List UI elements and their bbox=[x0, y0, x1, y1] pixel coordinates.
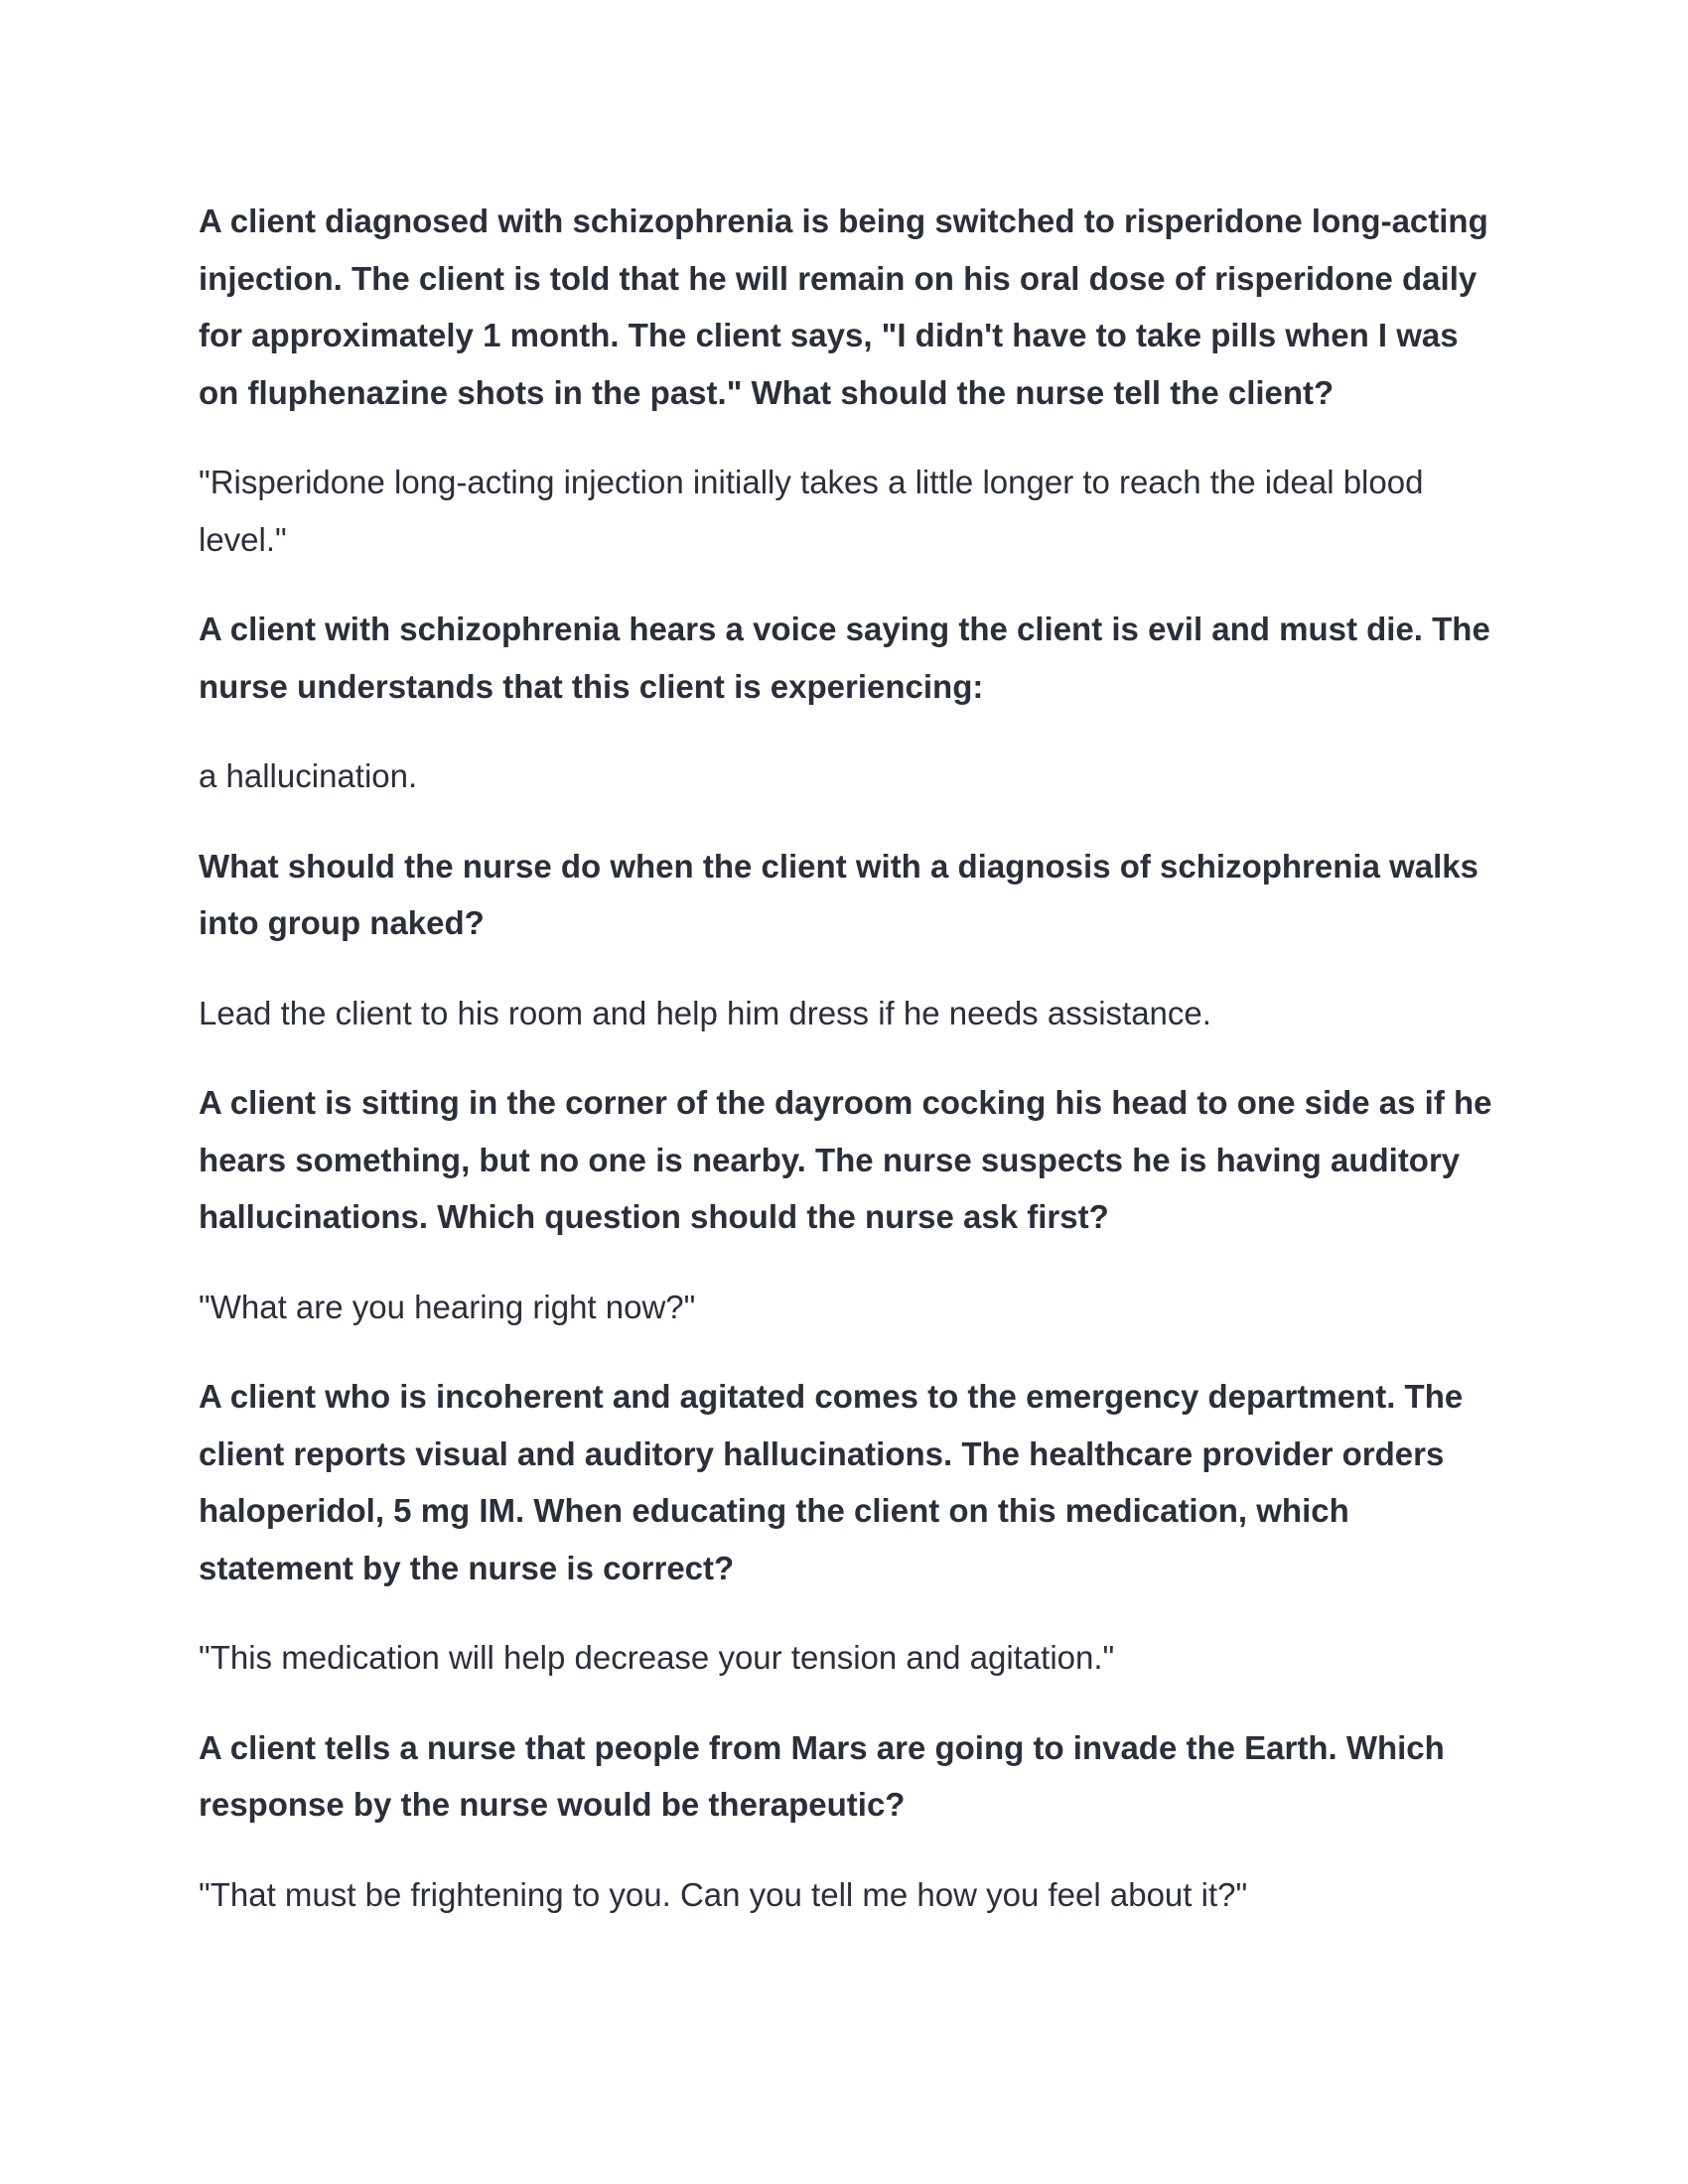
qa-item bbox=[199, 1368, 1499, 1687]
qa-item bbox=[199, 601, 1499, 805]
question-text: What should the nurse do when the client with a diagnosis of schizophrenia walks into group naked? bbox=[199, 847, 1478, 941]
answer-text: "Risperidone long-acting injection initially takes a little longer to reach the ideal blood level." bbox=[199, 464, 1424, 558]
question-text: A client diagnosed with schizophrenia is being switched to risperidone long-acting injection. The client is told that he will remain on his oral dose of risperidone daily for approximately 1 month. The client says, "I didn't have to take pills when I was on fluphenazine shots in the past." What should the nurse tell the client? bbox=[199, 203, 1488, 411]
answer-text: "That must be frightening to you. Can you tell me how you feel about it?" bbox=[199, 1875, 1248, 1913]
answer-text: "What are you hearing right now?" bbox=[199, 1288, 696, 1325]
answer-text: Lead the client to his room and help him dress if he needs assistance. bbox=[199, 994, 1211, 1031]
document-page bbox=[199, 193, 1499, 1956]
qa-item bbox=[199, 1074, 1499, 1335]
qa-item bbox=[199, 1719, 1499, 1924]
question-text: A client is sitting in the corner of the dayroom cocking his head to one side as if he hears something, but no one is nearby. The nurse suspects he is having auditory hallucinations. Which question should the nurse ask first? bbox=[199, 1084, 1492, 1235]
answer-text: "This medication will help decrease your tension and agitation." bbox=[199, 1639, 1115, 1676]
question-text: A client tells a nurse that people from Mars are going to invade the Earth. Which response by the nurse would be therapeutic? bbox=[199, 1728, 1445, 1823]
qa-item bbox=[199, 838, 1499, 1042]
qa-item bbox=[199, 193, 1499, 568]
question-text: A client with schizophrenia hears a voice saying the client is evil and must die. The nurse understands that this client is experiencing: bbox=[199, 611, 1490, 705]
question-text: A client who is incoherent and agitated comes to the emergency department. The client reports visual and auditory hallucinations. The healthcare provider orders haloperidol, 5 mg IM. When educating the client on this medication, which statement by the nurse is correct? bbox=[199, 1378, 1464, 1586]
answer-text: a hallucination. bbox=[199, 757, 418, 794]
